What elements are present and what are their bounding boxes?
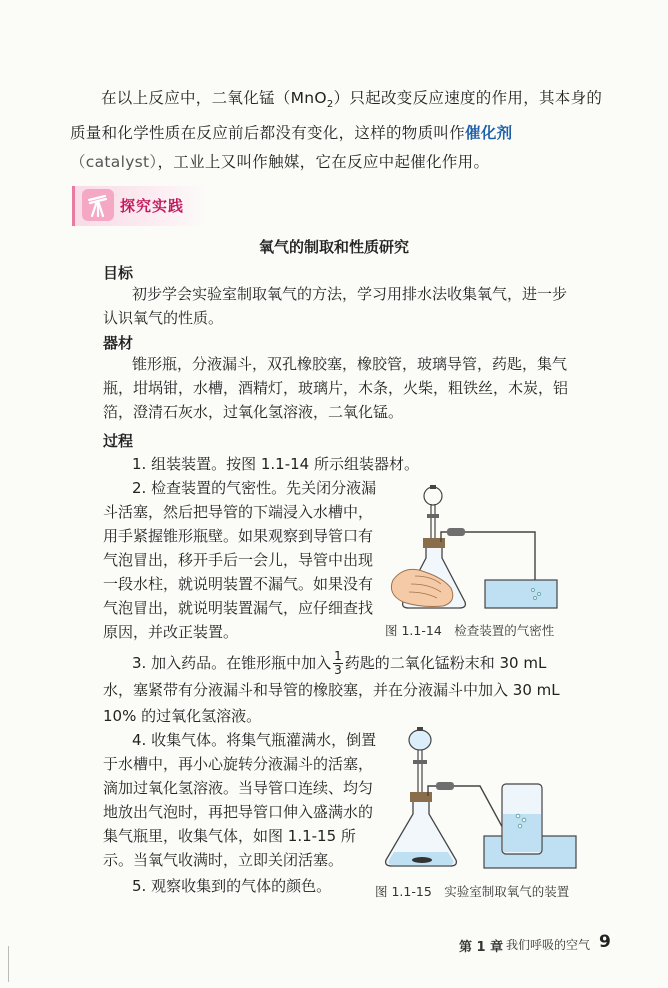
goal-text: 初步学会实验室制取氧气的方法，学习用排水法收集氧气，进一步认识氧气的性质。 (103, 285, 568, 327)
materials-heading: 器材 (103, 334, 134, 352)
step-4: 4. 收集气体。将集气瓶灌满水，倒置于水槽中，再小心旋转分液漏斗的活塞，滴加过氧化氢溶液。当导管口连续、均匀地放出气泡时，再把导管口伸入盛满水的集气瓶里，收集气体，如图 1.1-15 所示。当氧气收满时，立即关闭活塞。 (103, 731, 377, 869)
step-2: 2. 检查装置的气密性。先关闭分液漏斗活塞，然后把导管的下端浸入水槽中，用手紧握锥形瓶壁。如果观察到导管口有气泡冒出，移开手后一会儿，导管中出现一段水柱，就说明装置不漏气。如果没有气泡冒出，就说明装置漏气，应仔细查找原因，并改正装置。 (103, 479, 377, 641)
step-3-text-b: 药匙的二氧化锰粉末和 30 mL 水，塞紧带有分液漏斗和导管的橡胶塞，并在分液漏斗中加入 30 mL 10% 的过氧化氢溶液。 (103, 654, 560, 725)
chapter-title: 我们呼吸的空气 (506, 938, 591, 952)
intro-text-2: ）只起改变反应速度的作用，其本身的质量和化学性质在反应前后都没有变化，这样的物质叫作 (70, 89, 603, 143)
catalyst-english: （catalyst） (70, 153, 158, 172)
chapter-number: 第 1 章 (459, 940, 504, 955)
fraction-numerator: 1 (334, 649, 342, 663)
goal-heading: 目标 (103, 264, 134, 282)
materials-text: 锥形瓶，分液漏斗，双孔橡胶塞，橡胶管，玻璃导管，药匙，集气瓶，坩埚钳，水槽，酒精灯，玻璃片，木条，火柴，粗铁丝，木炭，铝箔，澄清石灰水，过氧化氢溶液，二氧化锰。 (103, 355, 569, 421)
page-number: 9 (599, 932, 611, 952)
figure-1-1-15-caption: 图 1.1-15 实验室制取氧气的装置 (375, 884, 570, 899)
banner-label: 探究实践 (120, 197, 185, 215)
page-edge-mark (8, 946, 9, 982)
step-3 (103, 650, 573, 729)
intro-paragraph (70, 84, 610, 177)
explore-practice-banner (72, 186, 205, 226)
intro-text-3: ，工业上又叫作触媒，它在反应中起催化作用。 (157, 153, 490, 172)
step-5: 5. 观察收集到的气体的颜色。 (132, 877, 332, 895)
fraction-denominator: 3 (334, 663, 342, 677)
formula-mno2: MnO (290, 89, 327, 107)
telescope-icon (81, 188, 115, 222)
experiment-title: 氧气的制取和性质研究 (258, 238, 409, 256)
catalyst-term: 催化剂 (465, 124, 513, 143)
formula-subscript: 2 (326, 99, 334, 111)
figure-airtightness-check (385, 484, 575, 614)
figure-oxygen-preparation (380, 726, 580, 870)
step-3-text-a: 3. 加入药品。在锥形瓶中加入 (132, 654, 332, 672)
process-heading: 过程 (103, 432, 134, 450)
figure-1-1-14-caption: 图 1.1-14 检查装置的气密性 (385, 623, 555, 638)
one-third-fraction (333, 650, 343, 677)
step-1: 1. 组装装置。按图 1.1-14 所示组装器材。 (132, 455, 419, 473)
intro-text-1: 在以上反应中，二氧化锰（ (101, 89, 291, 107)
